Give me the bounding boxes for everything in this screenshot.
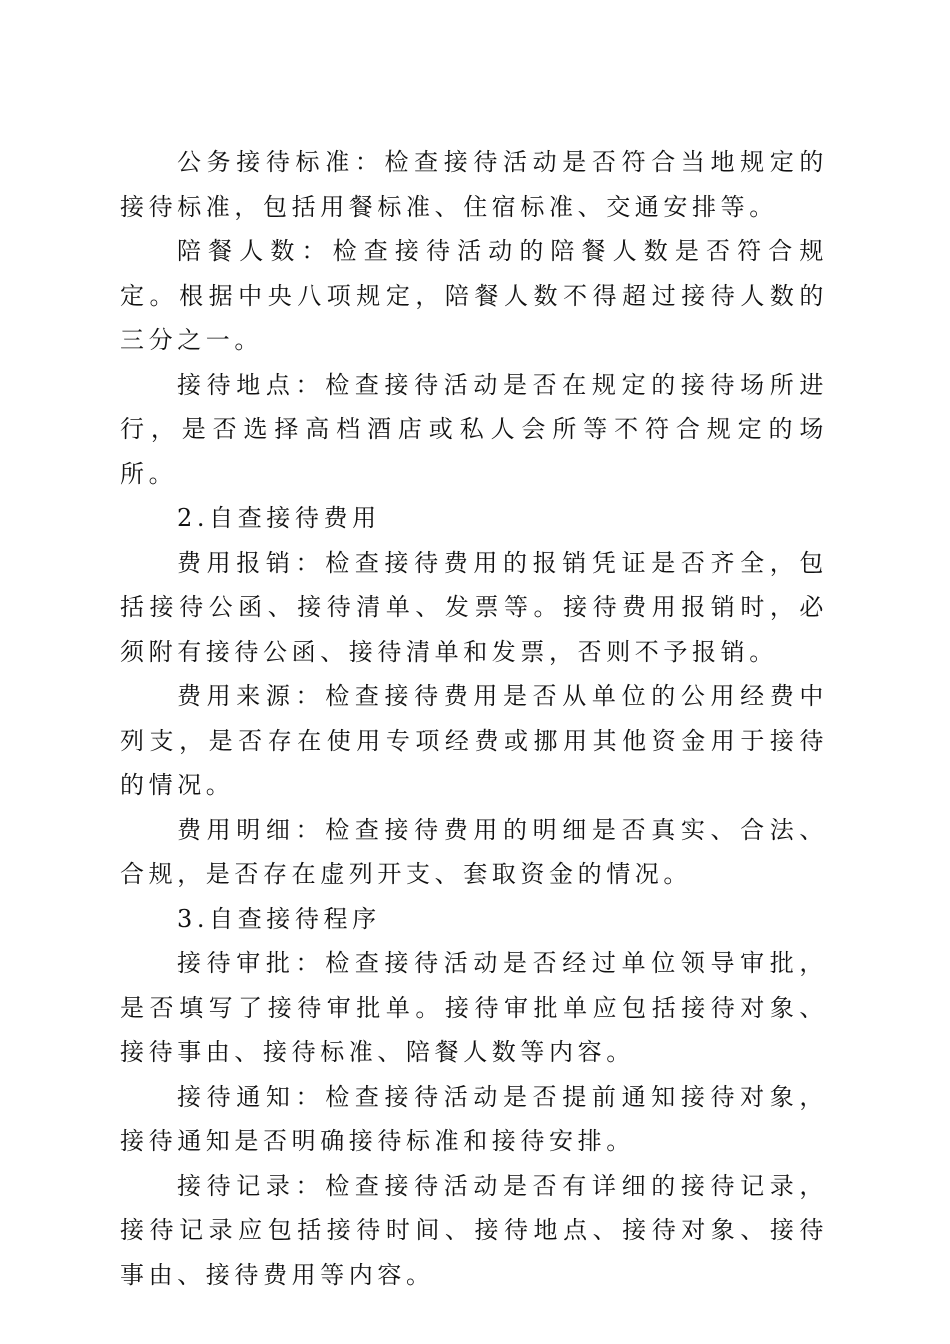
paragraph-reception-notice: 接待通知：检查接待活动是否提前通知接待对象，接待通知是否明确接待标准和接待安排。 [120, 1082, 828, 1155]
paragraph-expense-details: 费用明细：检查接待费用的明细是否真实、合法、合规，是否存在虚列开支、套取资金的情况。 [120, 815, 828, 888]
paragraph-expense-reimbursement: 费用报销：检查接待费用的报销凭证是否齐全，包括接待公函、接待清单、发票等。接待费用报销时，必须附有接待公函、接待清单和发票，否则不予报销。 [120, 548, 828, 666]
section-heading-expenses: 2.自查接待费用 [177, 504, 381, 532]
paragraph-reception-record: 接待记录：检查接待活动是否有详细的接待记录，接待记录应包括接待时间、接待地点、接待对象、接待事由、接待费用等内容。 [120, 1171, 828, 1289]
paragraph-reception-venue: 接待地点：检查接待活动是否在规定的接待场所进行，是否选择高档酒店或私人会所等不符合规定的场所。 [120, 370, 828, 488]
document-body [120, 140, 828, 1297]
section-heading-procedures: 3.自查接待程序 [177, 904, 381, 933]
paragraph-expense-source: 费用来源：检查接待费用是否从单位的公用经费中列支，是否存在使用专项经费或挪用其他资金用于接待的情况。 [120, 682, 828, 799]
paragraph-accompany-count: 陪餐人数：检查接待活动的陪餐人数是否符合规定。根据中央八项规定，陪餐人数不得超过接待人数的三分之一。 [120, 237, 828, 354]
paragraph-reception-approval: 接待审批：检查接待活动是否经过单位领导审批，是否填写了接待审批单。接待审批单应包括接待对象、接待事由、接待标准、陪餐人数等内容。 [120, 949, 828, 1066]
paragraph-reception-standard: 公务接待标准：检查接待活动是否符合当地规定的接待标准，包括用餐标准、住宿标准、交通安排等。 [120, 148, 828, 221]
